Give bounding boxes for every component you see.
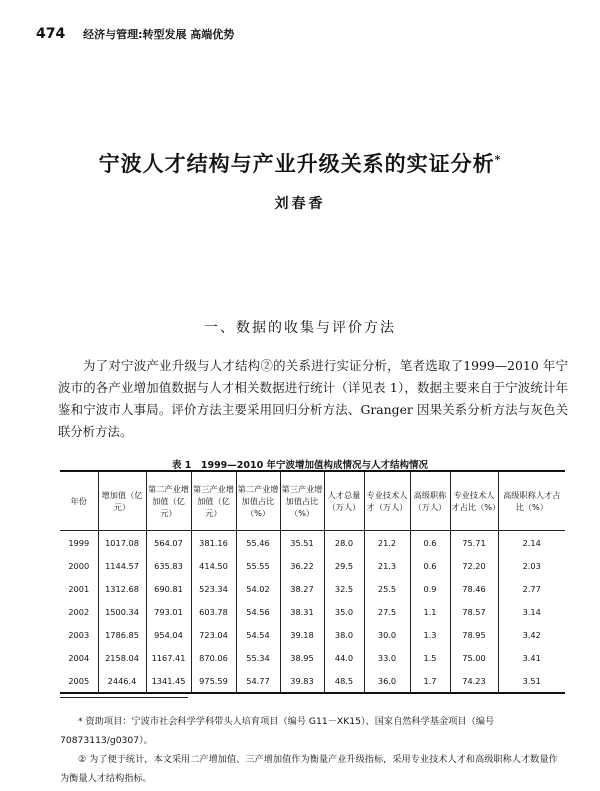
table-cell: 78.95 xyxy=(450,623,498,646)
table-header-row xyxy=(60,471,565,531)
table-cell: 2158.04 xyxy=(98,646,146,669)
table-cell: 44.0 xyxy=(324,646,364,669)
table-row xyxy=(60,554,565,577)
table-cell: 3.14 xyxy=(498,600,565,623)
table-cell: 0.9 xyxy=(410,577,450,600)
table-cell: 2000 xyxy=(60,554,98,577)
table-row xyxy=(60,531,565,555)
table-cell: 690.81 xyxy=(146,577,191,600)
running-header xyxy=(36,26,234,42)
table-cell: 0.6 xyxy=(410,554,450,577)
table-cell: 38.27 xyxy=(280,577,324,600)
data-table xyxy=(60,470,565,694)
column-header: 高级职称人才占比（%） xyxy=(498,471,565,531)
table-cell: 36.0 xyxy=(364,669,410,693)
table-row xyxy=(60,600,565,623)
footnote-divider xyxy=(60,697,188,698)
column-header: 第三产业增加值占比（%） xyxy=(280,471,324,531)
table-cell: 35.0 xyxy=(324,600,364,623)
paragraph: 为了对宁波产业升级与人才结构②的关系进行实证分析，笔者选取了1999—2010 年宁波市的各产业增加值数据与人才相关数据进行统计（详见表 1），数据主要来自于宁波统计年鉴和宁波市人事局。评价方法主要采用回归分析方法、Granger 因果关系分析方法与灰色关联分析方法。 xyxy=(58,358,568,439)
column-header: 第二产业增加值占比（%） xyxy=(236,471,280,531)
table-cell: 30.0 xyxy=(364,623,410,646)
table-cell: 523.34 xyxy=(191,577,236,600)
table-cell: 3.51 xyxy=(498,669,565,693)
table-cell: 1144.57 xyxy=(98,554,146,577)
table-cell: 75.00 xyxy=(450,646,498,669)
table-cell: 1.7 xyxy=(410,669,450,693)
column-header: 年份 xyxy=(60,471,98,531)
column-header: 高级职称（万人） xyxy=(410,471,450,531)
table-cell: 25.5 xyxy=(364,577,410,600)
table-cell: 723.04 xyxy=(191,623,236,646)
table-cell: 2002 xyxy=(60,600,98,623)
body-text xyxy=(58,355,568,443)
table-cell: 27.5 xyxy=(364,600,410,623)
table-cell: 1341.45 xyxy=(146,669,191,693)
table-row xyxy=(60,669,565,693)
table-cell: 28.0 xyxy=(324,531,364,555)
footnotes xyxy=(60,712,565,788)
table-cell: 1167.41 xyxy=(146,646,191,669)
table-cell: 2446.4 xyxy=(98,669,146,693)
table-cell: 21.2 xyxy=(364,531,410,555)
table-cell: 2.14 xyxy=(498,531,565,555)
table-cell: 75.71 xyxy=(450,531,498,555)
table-cell: 54.02 xyxy=(236,577,280,600)
table-cell: 1017.08 xyxy=(98,531,146,555)
table-cell: 38.31 xyxy=(280,600,324,623)
table-caption: 表 1 1999—2010 年宁波增加值构成情况与人才结构情况 xyxy=(171,460,429,471)
table-cell: 2.77 xyxy=(498,577,565,600)
table-cell: 55.55 xyxy=(236,554,280,577)
table-row xyxy=(60,577,565,600)
table-cell: 975.59 xyxy=(191,669,236,693)
table-cell: 1500.34 xyxy=(98,600,146,623)
footnote: ② 为了便于统计，本文采用二产增加值、三产增加值作为衡量产业升级指标，采用专业技术人才和高级职称人才数量作为衡量人才结构指标。 xyxy=(60,754,558,784)
table-cell: 1.5 xyxy=(410,646,450,669)
title-footnote-mark: * xyxy=(494,153,502,166)
table-cell: 55.34 xyxy=(236,646,280,669)
column-header: 专业技术人才（万人） xyxy=(364,471,410,531)
table-cell: 0.6 xyxy=(410,531,450,555)
table-cell: 21.3 xyxy=(364,554,410,577)
table-cell: 48.5 xyxy=(324,669,364,693)
column-header: 增加值（亿元） xyxy=(98,471,146,531)
table-row xyxy=(60,623,565,646)
table-cell: 29.5 xyxy=(324,554,364,577)
table-cell: 55.46 xyxy=(236,531,280,555)
table-cell: 603.78 xyxy=(191,600,236,623)
table-cell: 54.54 xyxy=(236,623,280,646)
table-cell: 1312.68 xyxy=(98,577,146,600)
table-cell: 72.20 xyxy=(450,554,498,577)
table-cell: 2003 xyxy=(60,623,98,646)
table-cell: 1786.85 xyxy=(98,623,146,646)
table-cell: 54.77 xyxy=(236,669,280,693)
table-cell: 3.41 xyxy=(498,646,565,669)
table-cell: 35.51 xyxy=(280,531,324,555)
section-heading: 一、数据的收集与评价方法 xyxy=(204,320,396,336)
table-cell: 78.46 xyxy=(450,577,498,600)
table-cell: 2005 xyxy=(60,669,98,693)
footnote: * 资助项目：宁波市社会科学学科带头人培育项目（编号 G11－XK15）、国家自然科学基金项目（编号 70873113/g0307）。 xyxy=(60,716,495,746)
column-header: 第三产业增加值（亿元） xyxy=(191,471,236,531)
table-cell: 3.42 xyxy=(498,623,565,646)
table-cell: 1.1 xyxy=(410,600,450,623)
table-cell: 54.56 xyxy=(236,600,280,623)
table-cell: 38.95 xyxy=(280,646,324,669)
table-cell: 793.01 xyxy=(146,600,191,623)
table-cell: 36.22 xyxy=(280,554,324,577)
table-cell: 39.18 xyxy=(280,623,324,646)
table-cell: 33.0 xyxy=(364,646,410,669)
column-header: 专业技术人才占比（%） xyxy=(450,471,498,531)
table-row xyxy=(60,646,565,669)
table-cell: 38.0 xyxy=(324,623,364,646)
table-cell: 1.3 xyxy=(410,623,450,646)
column-header: 第二产业增加值（亿元） xyxy=(146,471,191,531)
table-cell: 564.07 xyxy=(146,531,191,555)
table-cell: 870.06 xyxy=(191,646,236,669)
table-cell: 1999 xyxy=(60,531,98,555)
author-name: 刘春香 xyxy=(274,196,326,212)
table-cell: 32.5 xyxy=(324,577,364,600)
table-cell: 74.23 xyxy=(450,669,498,693)
table-cell: 635.83 xyxy=(146,554,191,577)
table-cell: 78.57 xyxy=(450,600,498,623)
article-title xyxy=(0,148,600,178)
table-cell: 2001 xyxy=(60,577,98,600)
table-cell: 954.04 xyxy=(146,623,191,646)
table-cell: 381.16 xyxy=(191,531,236,555)
running-title: 经济与管理:转型发展 高端优势 xyxy=(83,28,235,41)
table-cell: 39.83 xyxy=(280,669,324,693)
column-header: 人才总量（万人） xyxy=(324,471,364,531)
page-number: 474 xyxy=(36,26,66,42)
table-cell: 2.03 xyxy=(498,554,565,577)
table-cell: 414.50 xyxy=(191,554,236,577)
table-cell: 2004 xyxy=(60,646,98,669)
title-text: 宁波人才结构与产业升级关系的实证分析 xyxy=(98,151,495,176)
